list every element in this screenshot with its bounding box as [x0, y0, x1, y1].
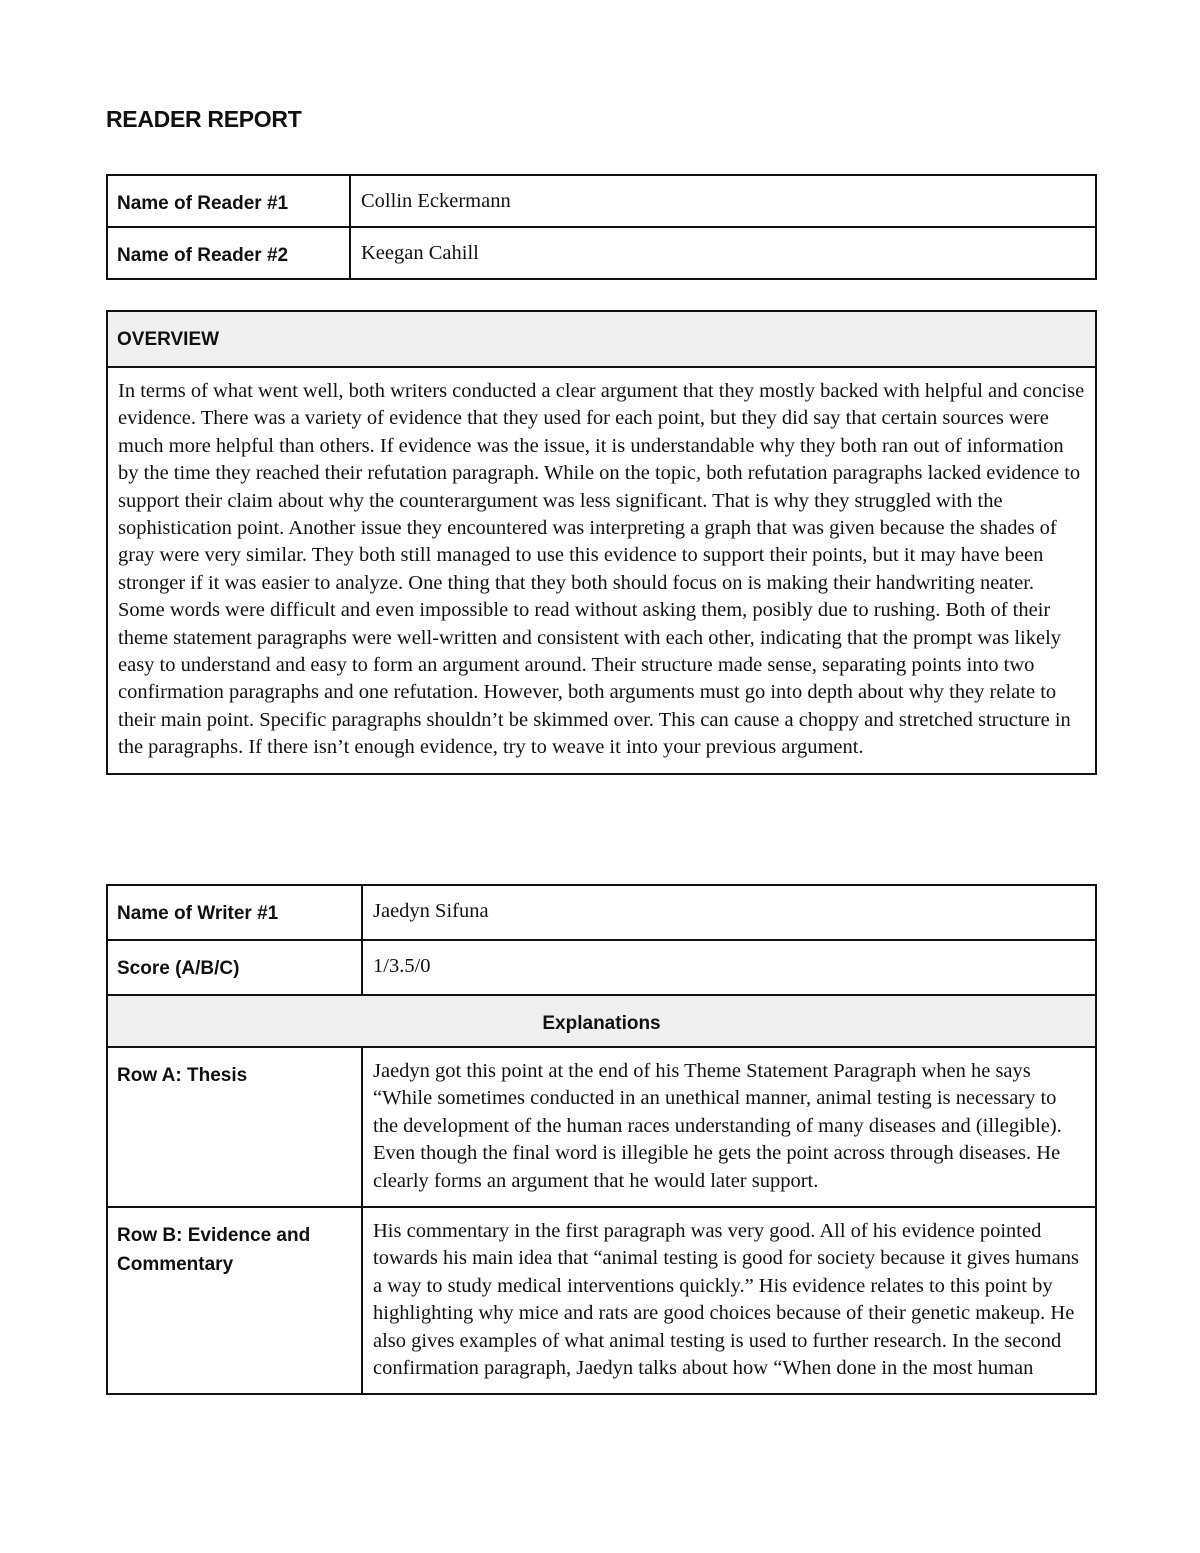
reader-2-label: Name of Reader #2: [107, 227, 350, 279]
score-label: Score (A/B/C): [107, 940, 362, 995]
reader-2-name: Keegan Cahill: [350, 227, 1096, 279]
overview-body-row: [107, 367, 1096, 774]
row-a-cell: [362, 1047, 1096, 1207]
writer-table: [106, 884, 1097, 1395]
explanation-row: [107, 1047, 1096, 1207]
score-value: 1/3.5/0: [362, 940, 1096, 995]
explanation-row: [107, 1207, 1096, 1394]
row-b-cell: [362, 1207, 1096, 1394]
page-title: READER REPORT: [106, 106, 302, 132]
explanations-heading: Explanations: [107, 995, 1096, 1047]
overview-text: In terms of what went well, both writers conducted a clear argument that they mostly backed with helpful and concise evidence. There was a variety of evidence that they used for each point, but they did say that certain sources were much more helpful than others. If evidence was the issue, it is understandable why they both ran out of information by the time they reached their refutation paragraph. While on the topic, both refutation paragraphs lacked evidence to support their claim about why the counterargument was less significant. That is why they struggled with the sophistication point. Another issue they encountered was interpreting a graph that was given because the shades of gray were very similar. They both still managed to use this evidence to support their points, but it may have been stronger if it was easier to analyze. One thing that they both should focus on is making their handwriting neater. Some words were difficult and even impossible to read without asking them, posibly due to rushing. Both of their theme statement paragraphs were well-written and consistent with each other, indicating that the prompt was likely easy to understand and easy to form an argument around. Their structure made sense, separating points into two confirmation paragraphs and one refutation. However, both arguments must go into depth about why they relate to their main point. Specific paragraphs shouldn’t be skimmed over. This can cause a choppy and stretched structure in the paragraphs. If there isn’t enough evidence, try to weave it into your previous argument.: [118, 380, 1085, 759]
reader-row: [107, 175, 1096, 227]
explanations-header-row: [107, 995, 1096, 1047]
reader-row: [107, 227, 1096, 279]
writer-name-value: Jaedyn Sifuna: [362, 885, 1096, 940]
overview-cell: [107, 367, 1096, 774]
row-b-text: His commentary in the first paragraph was very good. All of his evidence pointed towards his main idea that “animal testing is good for society because it gives humans a way to study medical interventions quickly.” His evidence relates to this point by highlighting why mice and rats are good choices because of their genetic makeup. He also gives examples of what animal testing is used to further research. In the second confirmation paragraph, Jaedyn talks about how “When done in the most human: [373, 1220, 1079, 1380]
writer-name-label: Name of Writer #1: [107, 885, 362, 940]
row-a-label: Row A: Thesis: [107, 1047, 362, 1207]
score-row: [107, 940, 1096, 995]
overview-table: [106, 310, 1097, 775]
overview-header-row: [107, 311, 1096, 367]
writer-name-row: [107, 885, 1096, 940]
overview-heading: OVERVIEW: [107, 311, 1096, 367]
reader-1-name: Collin Eckermann: [350, 175, 1096, 227]
row-a-text: Jaedyn got this point at the end of his Theme Statement Paragraph when he says “While sometimes conducted in an unethical manner, animal testing is necessary to the development of the human races understanding of many diseases and (illegible). Even though the final word is illegible he gets the point across through diseases. He clearly forms an argument that he would later support.: [373, 1060, 1062, 1192]
readers-table: [106, 174, 1097, 280]
reader-1-label: Name of Reader #1: [107, 175, 350, 227]
row-b-label: Row B: Evidence and Commentary: [107, 1207, 362, 1394]
